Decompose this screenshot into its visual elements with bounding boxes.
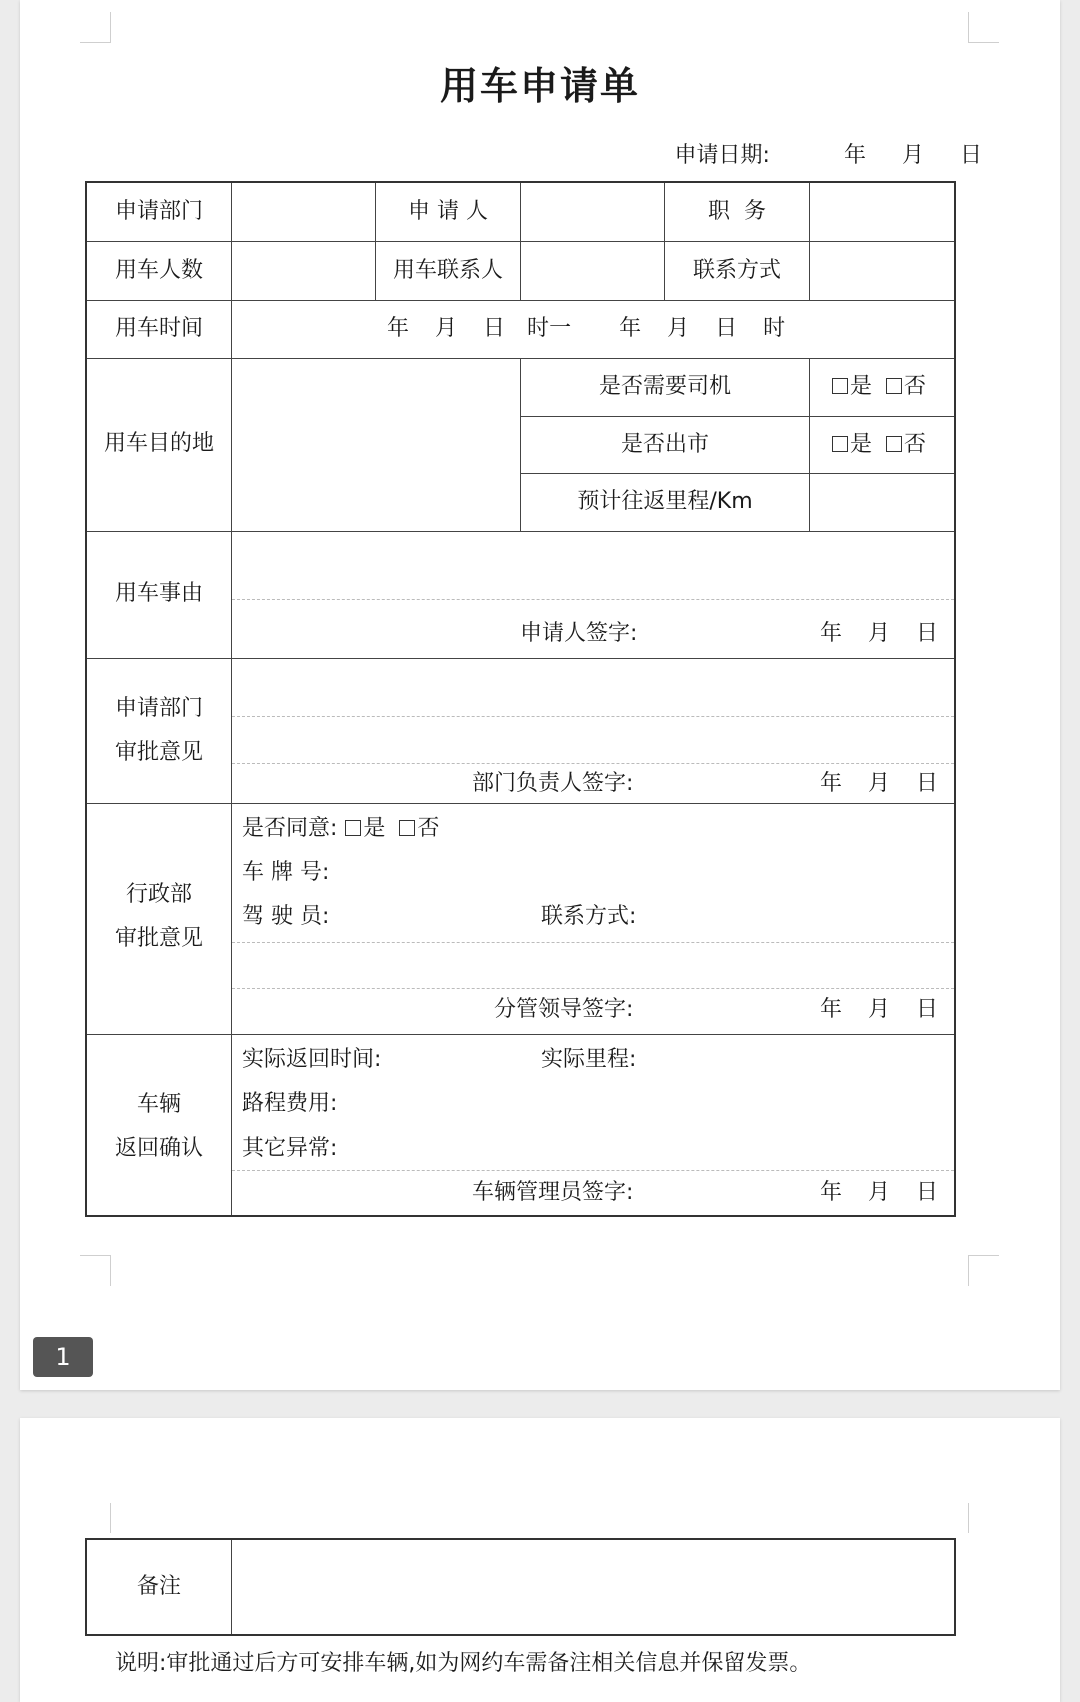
agree-row[interactable]: 是否同意: 是 否	[242, 816, 440, 841]
crop-mark	[80, 12, 111, 43]
leave-city-label: 是否出市	[620, 432, 709, 457]
crop-mark	[968, 1503, 999, 1533]
remark-label: 备注	[136, 1574, 181, 1599]
vehicle-request-form	[85, 181, 956, 1217]
leader-sign-date: 年 月 日	[820, 997, 939, 1022]
page-number-badge[interactable]: 1	[33, 1337, 93, 1377]
dept-approval-label: 申请部门 审批意见	[114, 696, 203, 765]
leader-sign-label: 分管领导签字:	[494, 997, 634, 1022]
applicant-sign-date: 年 月 日	[820, 621, 939, 646]
actual-return-time-label: 实际返回时间:	[242, 1047, 382, 1072]
trip-cost-label: 路程费用:	[242, 1091, 338, 1116]
passengers-label: 用车人数	[114, 258, 203, 283]
applicant-label: 申 请 人	[408, 199, 488, 224]
checkbox-yes[interactable]	[832, 378, 848, 394]
applicant-sign-label: 申请人签字:	[520, 621, 638, 646]
other-issue-label: 其它异常:	[242, 1136, 338, 1161]
dept-label: 申请部门	[114, 199, 203, 224]
driver-label: 驾 驶 员:	[242, 904, 330, 929]
dept-head-sign-date: 年 月 日	[820, 771, 939, 796]
distance-label: 预计往返里程/Km	[577, 489, 753, 514]
reason-label: 用车事由	[114, 581, 203, 606]
apply-date: 申请日期: 年 月 日	[674, 143, 982, 168]
crop-mark	[80, 1503, 111, 1533]
crop-mark	[80, 1255, 111, 1286]
crop-mark	[968, 12, 999, 43]
contact-person-label: 用车联系人	[392, 258, 503, 283]
checkbox-yes[interactable]	[345, 820, 361, 836]
checkbox-no[interactable]	[886, 436, 902, 452]
destination-label: 用车目的地	[103, 431, 214, 456]
driver-contact-label: 联系方式:	[541, 904, 637, 929]
crop-mark	[968, 1255, 999, 1286]
dept-head-sign-label: 部门负责人签字:	[472, 771, 634, 796]
vehicle-admin-sign-date: 年 月 日	[820, 1180, 939, 1205]
need-driver-label: 是否需要司机	[598, 374, 731, 399]
checkbox-no[interactable]	[399, 820, 415, 836]
time-range: 年 月 日 时一 年 月 日 时	[387, 316, 786, 341]
time-label: 用车时间	[114, 316, 203, 341]
actual-mileage-label: 实际里程:	[541, 1047, 637, 1072]
plate-label: 车 牌 号:	[242, 860, 330, 885]
leave-city-options[interactable]: 是 否	[832, 434, 926, 456]
return-label: 车辆 返回确认	[114, 1092, 203, 1161]
document-title: 用车申请单	[439, 64, 640, 108]
remark-table	[85, 1538, 956, 1636]
checkbox-no[interactable]	[886, 378, 902, 394]
position-label: 职 务	[708, 199, 766, 224]
footnote: 说明:审批通过后方可安排车辆,如为网约车需备注相关信息并保留发票。	[115, 1651, 812, 1676]
vehicle-admin-sign-label: 车辆管理员签字:	[472, 1180, 634, 1205]
need-driver-options[interactable]: 是 否	[832, 376, 926, 398]
checkbox-yes[interactable]	[832, 436, 848, 452]
admin-approval-label: 行政部 审批意见	[114, 882, 203, 951]
contact-method-label: 联系方式	[692, 258, 781, 283]
